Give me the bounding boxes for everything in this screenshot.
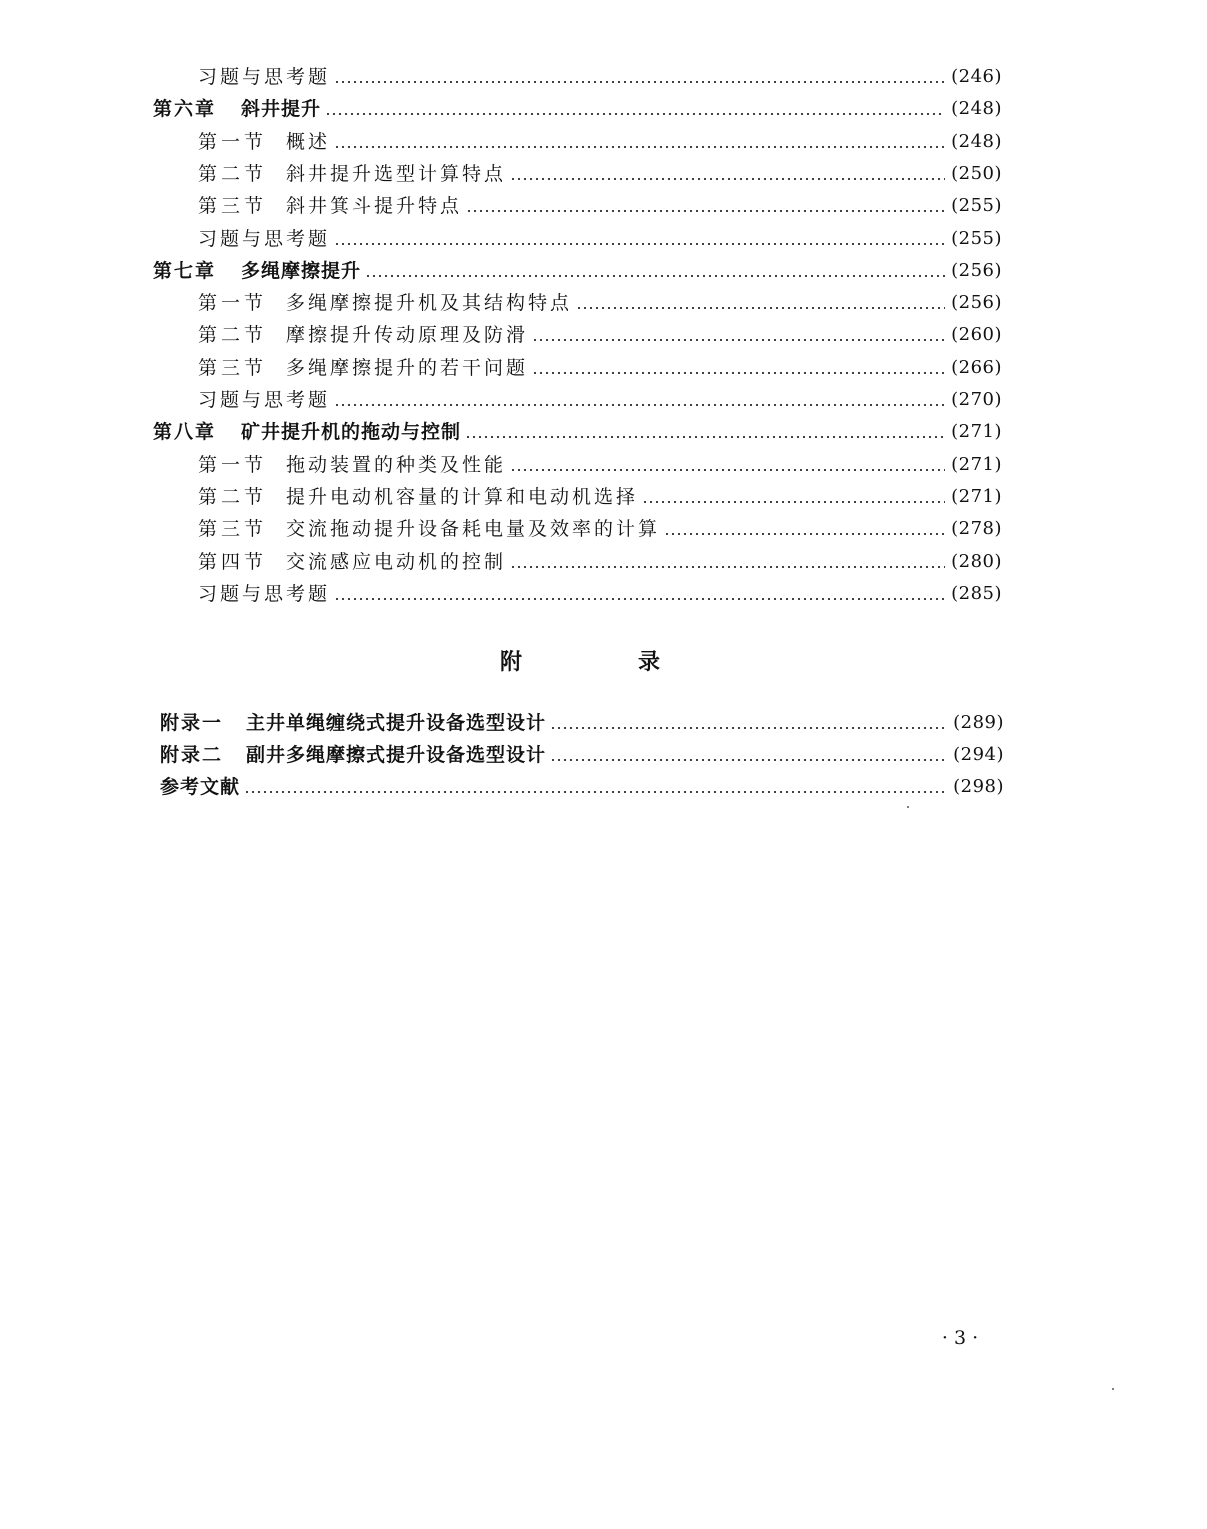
entry-number: 第二节	[198, 486, 268, 508]
dot-leader	[334, 243, 945, 245]
dot-leader	[466, 210, 945, 212]
toc-section-row	[198, 384, 1002, 416]
entry-number: 第一节	[198, 292, 268, 314]
toc-chapter-row	[153, 93, 1002, 125]
toc-section-row	[198, 481, 1002, 513]
dot-leader	[550, 759, 947, 761]
dot-leader	[465, 436, 945, 438]
dot-leader	[510, 566, 945, 568]
entry-page: (278)	[951, 518, 1002, 539]
entry-title: 拖动装置的种类及性能	[286, 454, 507, 476]
entry-title: 概述	[286, 131, 331, 153]
dot-leader	[244, 791, 947, 793]
dot-leader	[334, 146, 945, 148]
appendix-heading	[500, 642, 660, 678]
appendix-heading-char: 附	[500, 649, 523, 675]
entry-number: 附录一	[160, 712, 224, 734]
entry-number: 第六章	[153, 98, 217, 120]
dot-leader	[550, 727, 947, 729]
entry-page: (271)	[951, 486, 1002, 507]
dot-leader	[642, 501, 945, 503]
entry-title: 习题与思考题	[198, 228, 331, 250]
entry-title: 习题与思考题	[198, 66, 331, 88]
dot-leader	[325, 113, 945, 115]
dot-leader	[510, 469, 945, 471]
entry-title: 习题与思考题	[198, 583, 331, 605]
entry-title: 斜井箕斗提升特点	[286, 195, 463, 217]
toc-section-row	[198, 287, 1002, 319]
entry-number: 第一节	[198, 454, 268, 476]
dot-leader	[532, 372, 945, 374]
dot-leader	[664, 533, 945, 535]
entry-title: 交流拖动提升设备耗电量及效率的计算	[286, 518, 661, 540]
entry-number: 第三节	[198, 357, 268, 379]
appendix-heading-char: 录	[637, 649, 660, 675]
toc-section-row	[198, 578, 1002, 610]
entry-page: (271)	[951, 421, 1002, 442]
toc-section-row	[198, 352, 1002, 384]
toc-section-row	[198, 158, 1002, 190]
dot-leader	[576, 307, 945, 309]
entry-title: 交流感应电动机的控制	[286, 551, 507, 573]
entry-title: 斜井提升选型计算特点	[286, 163, 507, 185]
entry-page: (289)	[953, 712, 1004, 733]
entry-title: 摩擦提升传动原理及防滑	[286, 324, 529, 346]
entry-number: 第七章	[153, 260, 217, 282]
page-number: · 3 ·	[941, 1327, 979, 1349]
entry-title: 多绳摩擦提升的若干问题	[286, 357, 529, 379]
entry-page: (298)	[953, 776, 1004, 797]
entry-number: 第三节	[198, 195, 268, 217]
toc-section-row	[198, 449, 1002, 481]
toc-section-row	[198, 126, 1002, 158]
entry-page: (256)	[951, 292, 1002, 313]
toc-section-row	[198, 513, 1002, 545]
entry-page: (255)	[951, 228, 1002, 249]
toc-section-row	[198, 546, 1002, 578]
entry-number: 附录二	[160, 744, 224, 766]
toc-section-row	[198, 319, 1002, 351]
entry-page: (255)	[951, 195, 1002, 216]
entry-page: (256)	[951, 260, 1002, 281]
entry-page: (260)	[951, 324, 1002, 345]
entry-title: 提升电动机容量的计算和电动机选择	[286, 486, 639, 508]
toc-chapter-row	[153, 416, 1002, 448]
toc-section-row	[198, 223, 1002, 255]
entry-number: 第八章	[153, 421, 217, 443]
toc-chapter-row	[153, 255, 1002, 287]
entry-title: 副井多绳摩擦式提升设备选型设计	[246, 744, 547, 766]
dot-leader	[334, 81, 945, 83]
dot-leader	[334, 598, 945, 600]
entry-title: 斜井提升	[241, 98, 322, 120]
entry-title: 参考文献	[160, 776, 241, 798]
entry-title: 多绳摩擦提升机及其结构特点	[286, 292, 573, 314]
entry-number: 第三节	[198, 518, 268, 540]
dot-leader	[510, 178, 945, 180]
entry-title: 多绳摩擦提升	[241, 260, 362, 282]
dot-leader	[334, 404, 945, 406]
entry-page: (248)	[951, 98, 1002, 119]
entry-number: 第四节	[198, 551, 268, 573]
entry-page: (248)	[951, 131, 1002, 152]
scan-speck	[907, 806, 909, 808]
entry-number: 第二节	[198, 324, 268, 346]
toc-appendix-row	[160, 771, 1004, 803]
entry-number: 第一节	[198, 131, 268, 153]
scan-speck	[1112, 1388, 1114, 1390]
entry-page: (280)	[951, 551, 1002, 572]
dot-leader	[532, 339, 945, 341]
toc-section-row	[198, 61, 1002, 93]
entry-number: 第二节	[198, 163, 268, 185]
entry-title: 主井单绳缠绕式提升设备选型设计	[246, 712, 547, 734]
entry-page: (250)	[951, 163, 1002, 184]
toc-appendix-row	[160, 739, 1004, 771]
entry-page: (294)	[953, 744, 1004, 765]
dot-leader	[365, 275, 945, 277]
entry-page: (285)	[951, 583, 1002, 604]
entry-page: (270)	[951, 389, 1002, 410]
entry-page: (271)	[951, 454, 1002, 475]
entry-title: 矿井提升机的拖动与控制	[241, 421, 462, 443]
toc-appendix-row	[160, 707, 1004, 739]
entry-page: (246)	[951, 66, 1002, 87]
toc-section-row	[198, 190, 1002, 222]
entry-page: (266)	[951, 357, 1002, 378]
entry-title: 习题与思考题	[198, 389, 331, 411]
